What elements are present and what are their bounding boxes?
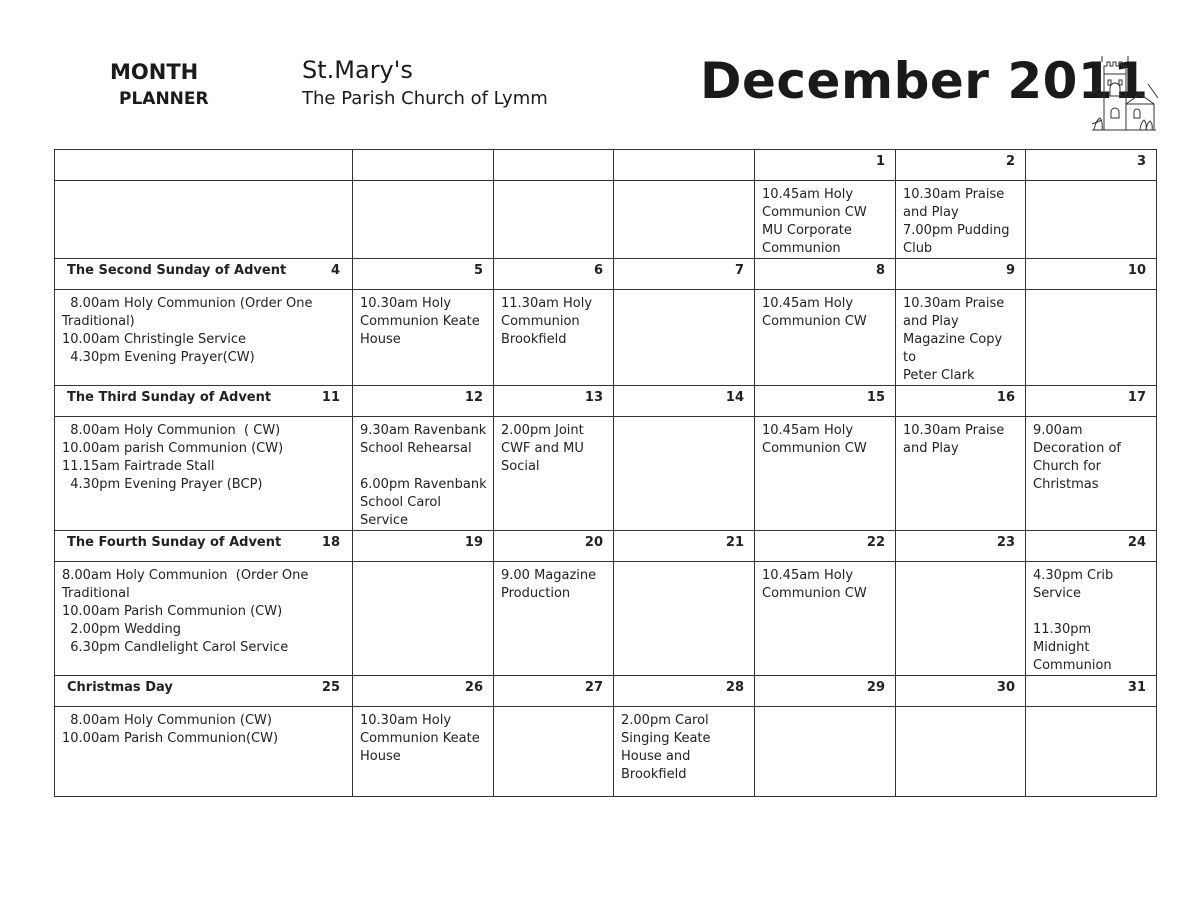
- day-number: 1: [875, 154, 885, 169]
- day-number-cell: [755, 259, 896, 290]
- day-events-cell: [755, 707, 896, 797]
- planner-label-planner: PLANNER: [119, 89, 209, 109]
- day-events-cell: [896, 290, 1026, 386]
- sunday-title: The Fourth Sunday of Advent: [67, 535, 282, 550]
- day-number-cell: [896, 386, 1026, 417]
- church-name: St.Mary's: [302, 56, 413, 84]
- day-events-text: 2.00pm Joint CWF and MU Social: [501, 423, 584, 474]
- week-events-row: [55, 562, 1157, 676]
- day-events-cell: [614, 290, 755, 386]
- day-number: 27: [584, 680, 603, 695]
- day-events-cell: [55, 562, 353, 676]
- day-number: 16: [996, 390, 1015, 405]
- day-number-cell: [353, 259, 494, 290]
- day-number-cell: [494, 386, 614, 417]
- day-events-text: 10.45am Holy Communion CW: [762, 423, 867, 456]
- day-events-text: 10.30am Praise and Play Magazine Copy to Peter Clark: [903, 296, 1005, 383]
- day-number: 17: [1127, 390, 1146, 405]
- day-events-cell: [614, 181, 755, 259]
- day-number: 7: [734, 263, 744, 278]
- day-events-cell: [353, 181, 494, 259]
- day-events-text: 2.00pm Carol Singing Keate House and Brookfield: [621, 713, 711, 782]
- day-events-text: 10.30am Praise and Play 7.00pm Pudding Club: [903, 187, 1010, 256]
- day-events-cell: [353, 707, 494, 797]
- day-number-cell: [755, 531, 896, 562]
- day-events-cell: [896, 707, 1026, 797]
- day-number-cell: [755, 150, 896, 181]
- week-date-row: [55, 150, 1157, 181]
- day-number-cell: [353, 676, 494, 707]
- day-number-cell: [55, 531, 353, 562]
- day-events-cell: [55, 417, 353, 531]
- day-number: 12: [464, 390, 483, 405]
- day-number-cell: [55, 386, 353, 417]
- day-events-text: 8.00am Holy Communion (Order One Traditional 10.00am Parish Communion (CW) 2.00pm Wedding 6.30pm Candlelight Carol Service: [62, 568, 309, 655]
- day-number-cell: [614, 259, 755, 290]
- week-events-row: [55, 290, 1157, 386]
- day-number-cell: [896, 531, 1026, 562]
- day-number: 25: [321, 680, 340, 695]
- day-number-cell: [896, 150, 1026, 181]
- church-heading: [302, 58, 548, 108]
- day-number-cell: [353, 150, 494, 181]
- day-number: 9: [1005, 263, 1015, 278]
- day-events-text: 10.30am Holy Communion Keate House: [360, 296, 480, 347]
- day-number-cell: [896, 259, 1026, 290]
- week-date-row: [55, 386, 1157, 417]
- day-number-cell: [55, 150, 353, 181]
- day-number-cell: [1026, 531, 1157, 562]
- day-events-text: 10.45am Holy Communion CW: [762, 296, 867, 329]
- day-number: 13: [584, 390, 603, 405]
- day-events-text: 8.00am Holy Communion (CW) 10.00am Parish Communion(CW): [62, 713, 279, 746]
- day-number: 24: [1127, 535, 1146, 550]
- day-number-cell: [755, 386, 896, 417]
- day-number: 20: [584, 535, 603, 550]
- day-number-cell: [614, 386, 755, 417]
- day-number: 30: [996, 680, 1015, 695]
- day-number: 15: [866, 390, 885, 405]
- church-subtitle: The Parish Church of Lymm: [302, 88, 548, 109]
- week-events-row: [55, 417, 1157, 531]
- week-events-row: [55, 181, 1157, 259]
- day-events-cell: [755, 562, 896, 676]
- day-events-cell: [494, 290, 614, 386]
- day-number-cell: [494, 259, 614, 290]
- day-events-cell: [494, 707, 614, 797]
- day-number-cell: [494, 531, 614, 562]
- day-number: 8: [875, 263, 885, 278]
- day-number: 2: [1005, 154, 1015, 169]
- day-number: 23: [996, 535, 1015, 550]
- day-number: 28: [725, 680, 744, 695]
- sunday-title: The Third Sunday of Advent: [67, 390, 272, 405]
- sunday-title: Christmas Day: [67, 680, 173, 695]
- day-number-cell: [614, 531, 755, 562]
- day-events-cell: [896, 181, 1026, 259]
- day-events-cell: [494, 562, 614, 676]
- week-events-row: [55, 707, 1157, 797]
- day-events-text: 4.30pm Crib Service 11.30pm Midnight Communion: [1033, 568, 1114, 673]
- day-events-text: 10.30am Praise and Play: [903, 423, 1005, 456]
- day-events-cell: [755, 290, 896, 386]
- day-events-text: 10.45am Holy Communion CW: [762, 568, 867, 601]
- day-events-cell: [614, 707, 755, 797]
- day-number: 5: [473, 263, 483, 278]
- church-tower-icon: [1088, 54, 1160, 134]
- day-events-cell: [1026, 562, 1157, 676]
- day-events-text: 10.45am Holy Communion CW MU Corporate Communion: [762, 187, 867, 256]
- planner-label: [110, 62, 209, 108]
- day-events-cell: [494, 417, 614, 531]
- day-number: 18: [321, 535, 340, 550]
- month-title: December 2011: [700, 52, 1149, 110]
- day-number-cell: [1026, 259, 1157, 290]
- day-events-text: 9.30am Ravenbank School Rehearsal 6.00pm Ravenbank School Carol Service: [360, 423, 487, 528]
- day-number-cell: [614, 676, 755, 707]
- day-number: 11: [321, 390, 340, 405]
- day-number-cell: [896, 676, 1026, 707]
- day-number-cell: [353, 531, 494, 562]
- day-number-cell: [1026, 150, 1157, 181]
- day-events-cell: [353, 290, 494, 386]
- day-events-text: 9.00 Magazine Production: [501, 568, 597, 601]
- day-events-cell: [1026, 417, 1157, 531]
- day-events-cell: [353, 417, 494, 531]
- week-date-row: [55, 676, 1157, 707]
- day-number: 31: [1127, 680, 1146, 695]
- sunday-title: The Second Sunday of Advent: [67, 263, 287, 278]
- day-number-cell: [494, 676, 614, 707]
- day-number: 22: [866, 535, 885, 550]
- day-events-cell: [755, 181, 896, 259]
- day-events-cell: [1026, 181, 1157, 259]
- day-events-cell: [1026, 290, 1157, 386]
- day-number: 26: [464, 680, 483, 695]
- day-number-cell: [55, 676, 353, 707]
- day-events-text: 8.00am Holy Communion ( CW) 10.00am parish Communion (CW) 11.15am Fairtrade Stall 4.30pm Evening Prayer (BCP): [62, 423, 284, 492]
- calendar-grid: [54, 149, 1157, 797]
- week-date-row: [55, 531, 1157, 562]
- day-number-cell: [755, 676, 896, 707]
- day-events-cell: [55, 290, 353, 386]
- planner-label-month: MONTH: [110, 60, 199, 84]
- day-events-cell: [755, 417, 896, 531]
- day-number-cell: [353, 386, 494, 417]
- day-events-cell: [353, 562, 494, 676]
- day-number-cell: [614, 150, 755, 181]
- day-number-cell: [1026, 386, 1157, 417]
- day-events-cell: [614, 417, 755, 531]
- day-events-text: 10.30am Holy Communion Keate House: [360, 713, 480, 764]
- day-number-cell: [1026, 676, 1157, 707]
- day-number: 14: [725, 390, 744, 405]
- day-events-text: 11.30am Holy Communion Brookfield: [501, 296, 593, 347]
- day-events-cell: [494, 181, 614, 259]
- day-events-cell: [896, 417, 1026, 531]
- day-events-cell: [55, 181, 353, 259]
- day-events-cell: [896, 562, 1026, 676]
- day-number: 3: [1136, 154, 1146, 169]
- day-number-cell: [55, 259, 353, 290]
- day-number: 10: [1127, 263, 1146, 278]
- day-number: 21: [725, 535, 744, 550]
- day-number-cell: [494, 150, 614, 181]
- day-number: 19: [464, 535, 483, 550]
- day-number: 29: [866, 680, 885, 695]
- day-events-cell: [1026, 707, 1157, 797]
- week-date-row: [55, 259, 1157, 290]
- day-number: 4: [330, 263, 340, 278]
- day-number: 6: [593, 263, 603, 278]
- day-events-text: 9.00am Decoration of Church for Christmas: [1033, 423, 1121, 492]
- day-events-cell: [55, 707, 353, 797]
- day-events-text: 8.00am Holy Communion (Order One Traditional) 10.00am Christingle Service 4.30pm Evening Prayer(CW): [62, 296, 313, 365]
- day-events-cell: [614, 562, 755, 676]
